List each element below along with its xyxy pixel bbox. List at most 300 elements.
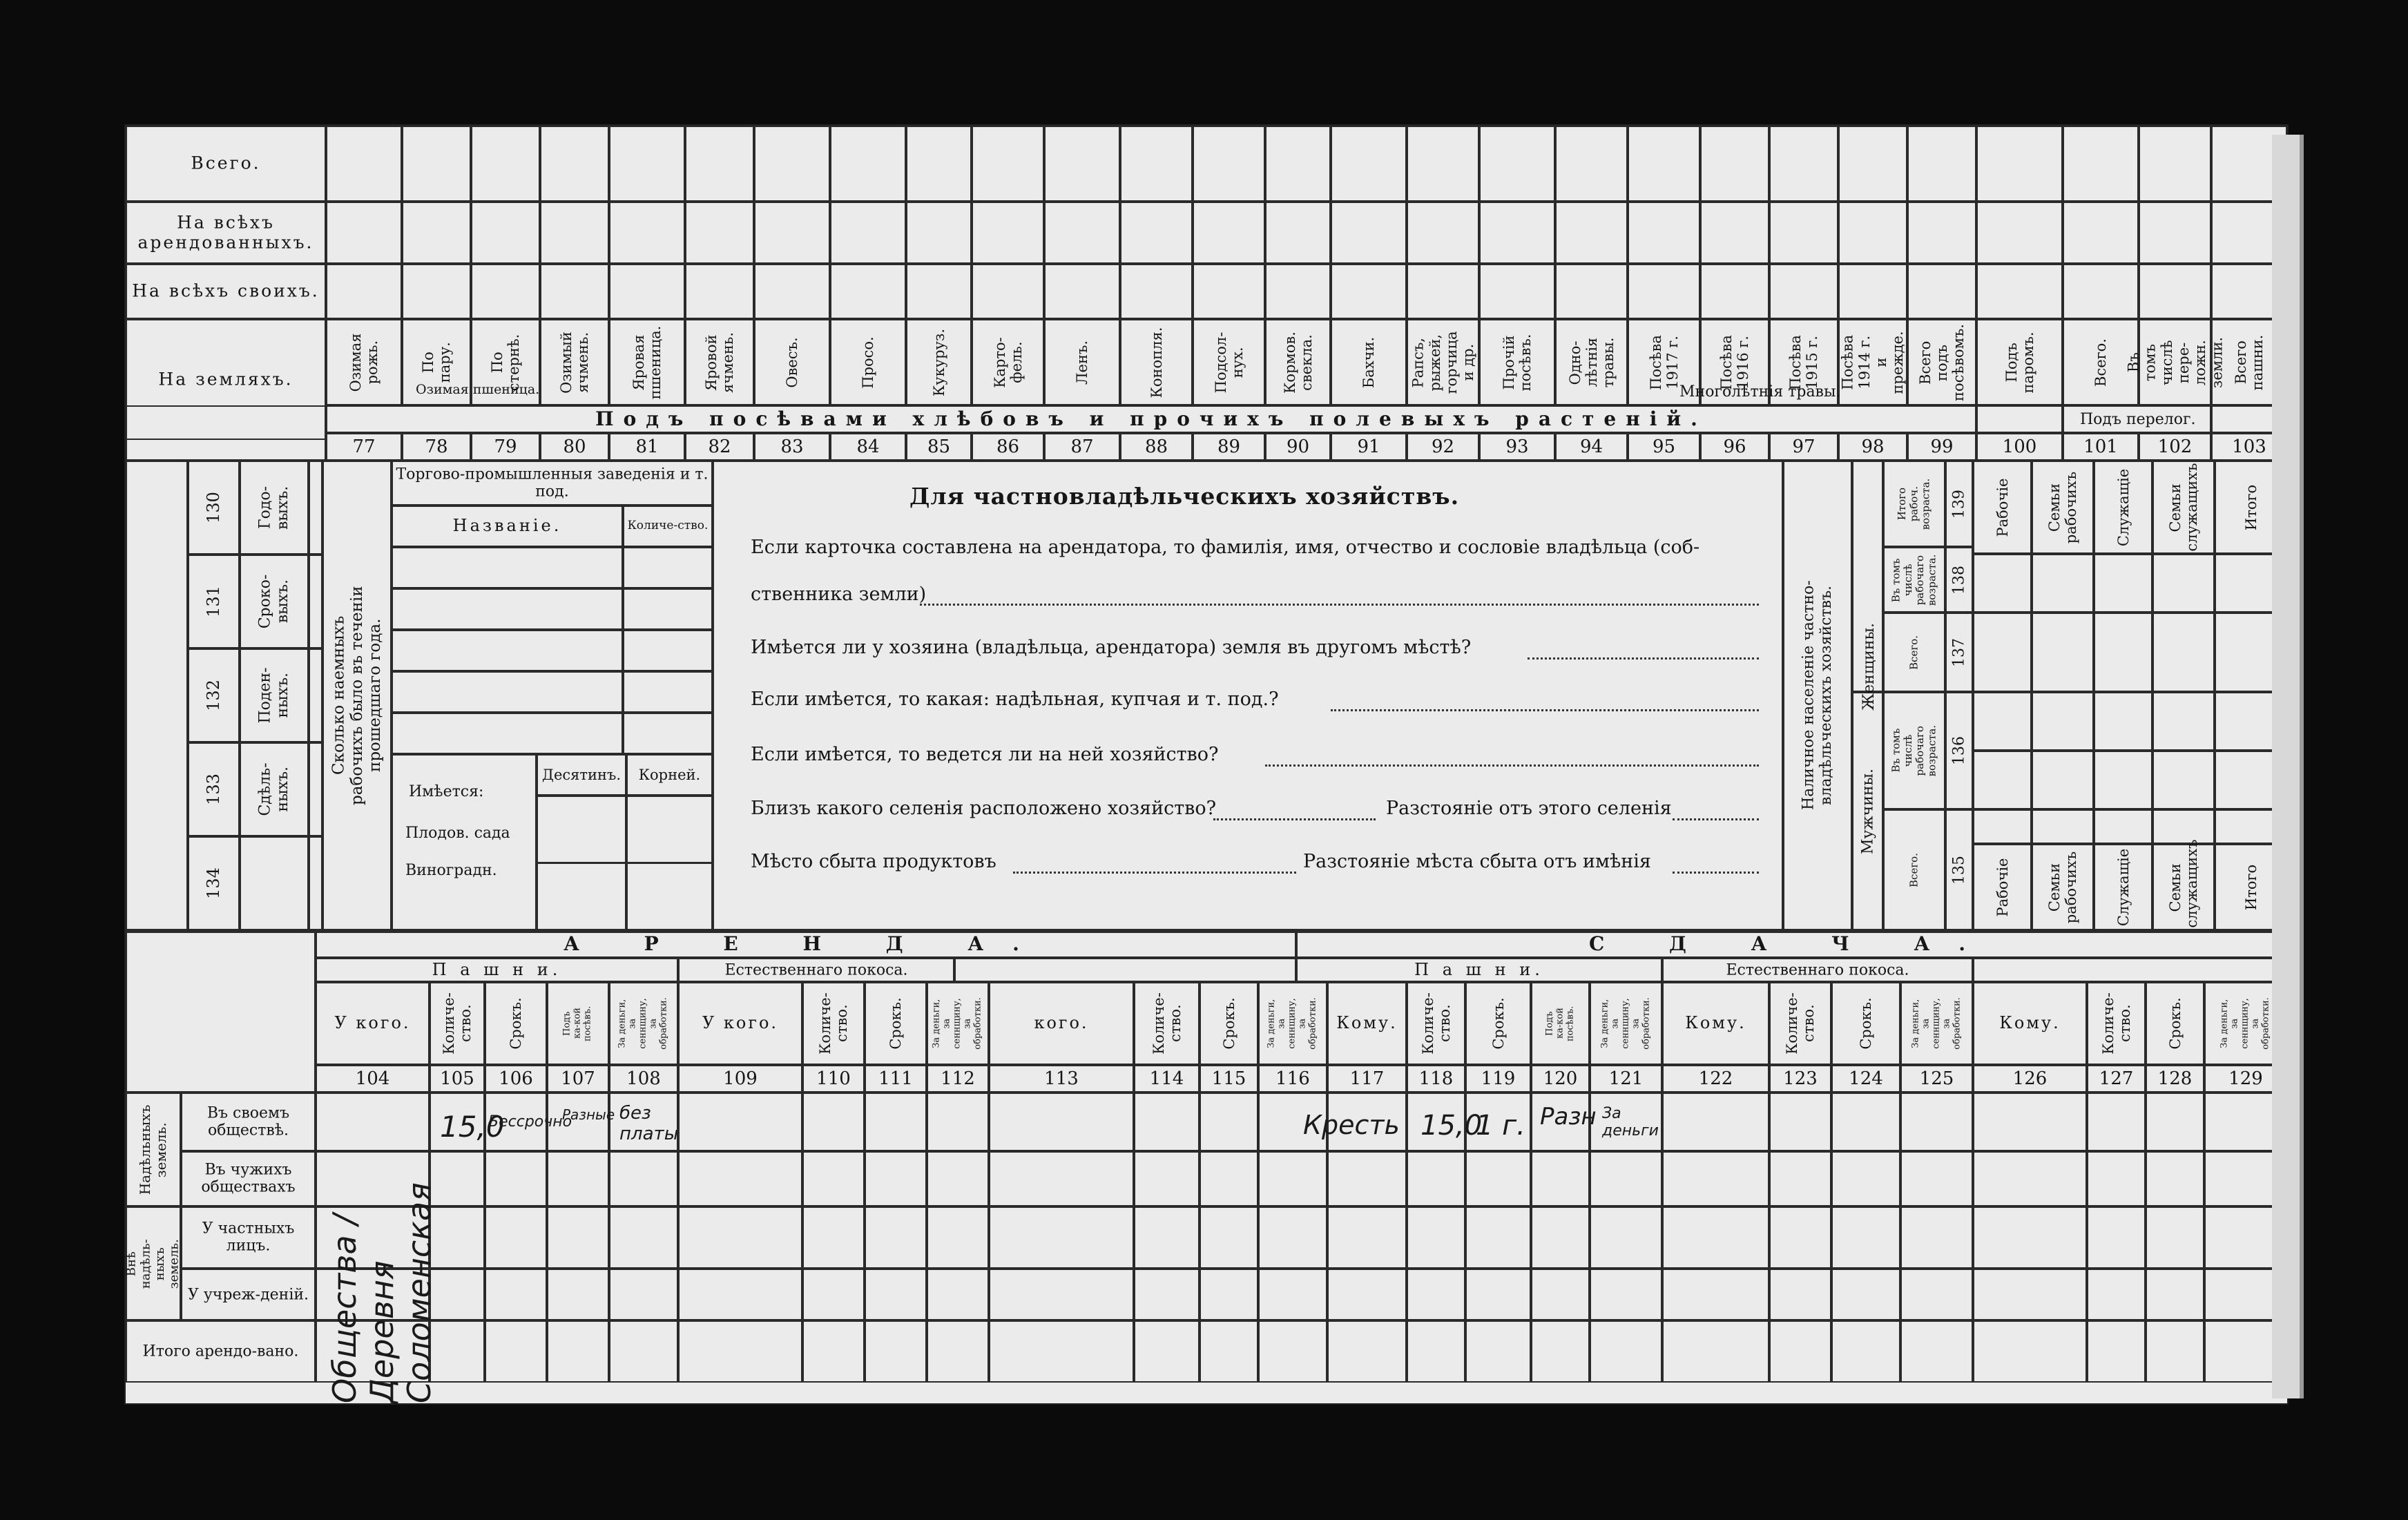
lease-cell-r4-c9[interactable] (989, 1320, 1134, 1383)
crop-cell-r0-c1[interactable] (402, 126, 471, 202)
pop-cell-r3-c3[interactable] (2152, 751, 2215, 809)
lease-cell-r3-c13[interactable] (1327, 1269, 1407, 1320)
desyatin-row-1[interactable] (537, 863, 626, 930)
lease-cell-r3-c8[interactable] (927, 1269, 989, 1320)
crop-number-9-label: 86 (996, 436, 1020, 457)
lease-cell-r2-c14[interactable] (1407, 1206, 1465, 1269)
lease-cell-r2-c9[interactable] (989, 1206, 1134, 1269)
crop-cell-r1-c10[interactable] (1044, 202, 1120, 264)
crop-number-16-label: 93 (1505, 436, 1529, 457)
lease-cell-r1-c7[interactable] (865, 1151, 927, 1206)
lease-cell-r0-c22[interactable] (1973, 1093, 2087, 1151)
worker-type-1 (240, 555, 309, 648)
lease-cell-r3-c5[interactable] (678, 1269, 802, 1320)
pop-cell-r4-c2[interactable] (2094, 809, 2152, 844)
lease-cell-r1-c21[interactable] (1900, 1151, 1973, 1206)
lease-cell-r3-c9[interactable] (989, 1269, 1134, 1320)
lease-cell-r3-c11[interactable] (1200, 1269, 1258, 1320)
pop-cell-r1-c1[interactable] (2032, 613, 2094, 692)
lease-cell-r2-c22[interactable] (1973, 1206, 2087, 1269)
lease-cell-r2-c15[interactable] (1465, 1206, 1531, 1269)
worker-type-3 (240, 742, 309, 836)
trade-qty-row-0[interactable] (623, 547, 713, 588)
crop-header-4-label: Яровая пшеница. (630, 325, 664, 399)
crop-cell-r1-c3[interactable] (540, 202, 609, 264)
lease-header-23 (2087, 982, 2146, 1065)
lease-cell-r0-c10[interactable] (1134, 1093, 1200, 1151)
lease-header-14 (1407, 982, 1465, 1065)
lease-cell-r0-c20[interactable] (1831, 1093, 1900, 1151)
lease-cell-r0-c6[interactable] (802, 1093, 865, 1151)
crop-cell-r0-c11[interactable] (1120, 126, 1193, 202)
lease-cell-r4-c23[interactable] (2087, 1320, 2146, 1383)
lease-cell-r3-c7[interactable] (865, 1269, 927, 1320)
lease-cell-r1-c18[interactable] (1662, 1151, 1769, 1206)
worker-type-0-label: Годо-выхъ. (256, 485, 291, 530)
lease-cell-r2-c12[interactable] (1258, 1206, 1327, 1269)
korney-row-0[interactable] (626, 796, 713, 863)
crop-cell-r1-c14[interactable] (1331, 202, 1407, 264)
lease-cell-r4-c19[interactable] (1769, 1320, 1831, 1383)
pop-cell-r0-c1[interactable] (2032, 554, 2094, 613)
lease-cell-r3-c18[interactable] (1662, 1269, 1769, 1320)
lease-cell-r4-c17[interactable] (1590, 1320, 1662, 1383)
lease-cell-r0-c18[interactable] (1662, 1093, 1769, 1151)
lease-number-16-label: 120 (1543, 1068, 1578, 1089)
lease-cell-r0-c24[interactable] (2146, 1093, 2204, 1151)
lease-cell-r2-c17[interactable] (1590, 1206, 1662, 1269)
crop-cell-r1-c13[interactable] (1265, 202, 1331, 264)
worker-type-1-label: Сроко-выхъ. (256, 574, 291, 629)
lease-cell-r3-c21[interactable] (1900, 1269, 1973, 1320)
crop-cell-r0-c15[interactable] (1407, 126, 1479, 202)
pop-cell-r2-c3[interactable] (2152, 692, 2215, 751)
crop-cell-r2-c9[interactable] (972, 264, 1044, 319)
crop-cell-r2-c15[interactable] (1407, 264, 1479, 319)
lease-cell-r2-c10[interactable] (1134, 1206, 1200, 1269)
lease-cell-r1-c13[interactable] (1327, 1151, 1407, 1206)
lease-cell-r1-c6[interactable] (802, 1151, 865, 1206)
pop-cell-r1-c3[interactable] (2152, 613, 2215, 692)
crop-cell-r2-c24[interactable] (2063, 264, 2139, 319)
crop-number-24 (2063, 433, 2139, 461)
private-q3: Если имѣется, то какая: надѣльная, купчая и т. под.? (751, 689, 1279, 710)
arenda-pashni-label: П а ш н и. (432, 959, 562, 979)
crop-cell-r0-c24[interactable] (2063, 126, 2139, 202)
lease-cell-r3-c15[interactable] (1465, 1269, 1531, 1320)
pop-cell-r1-c0[interactable] (1973, 613, 2032, 692)
crop-cell-r2-c8[interactable] (906, 264, 972, 319)
lease-cell-r1-c4[interactable] (609, 1151, 678, 1206)
lease-cell-r2-c5[interactable] (678, 1206, 802, 1269)
lease-cell-r3-c2[interactable] (485, 1269, 547, 1320)
lease-number-12-label: 116 (1275, 1068, 1310, 1089)
pop-sub-2-label: Всего. (1907, 635, 1920, 670)
crop-cell-r2-c14[interactable] (1331, 264, 1407, 319)
crop-header-18-label: Посѣва 1917 г. (1647, 334, 1681, 390)
lease-cell-r2-c19[interactable] (1769, 1206, 1831, 1269)
crop-cell-r2-c5[interactable] (685, 264, 754, 319)
crop-cell-r1-c4[interactable] (609, 202, 685, 264)
lease-cell-r1-c14[interactable] (1407, 1151, 1465, 1206)
lease-cell-r2-c2[interactable] (485, 1206, 547, 1269)
lease-cell-r1-c23[interactable] (2087, 1151, 2146, 1206)
lease-number-15-label: 119 (1481, 1068, 1516, 1089)
lease-cell-r3-c4[interactable] (609, 1269, 678, 1320)
crop-number-23 (1976, 433, 2063, 461)
crop-cell-r2-c7[interactable] (830, 264, 906, 319)
crop-cell-r2-c11[interactable] (1120, 264, 1193, 319)
lease-number-8 (927, 1065, 989, 1093)
lease-cell-r4-c12[interactable] (1258, 1320, 1327, 1383)
orchard-vinogr: Виноградн. (405, 862, 497, 879)
lease-cell-r2-c21[interactable] (1900, 1206, 1973, 1269)
lease-cell-r4-c20[interactable] (1831, 1320, 1900, 1383)
lease-header-12 (1258, 982, 1327, 1065)
lease-cell-r1-c19[interactable] (1769, 1151, 1831, 1206)
lease-cell-r1-c22[interactable] (1973, 1151, 2087, 1206)
lease-header-22-label: Кому. (1999, 1013, 2061, 1033)
trade-qty-row-1[interactable] (623, 588, 713, 630)
crop-cell-r0-c2[interactable] (471, 126, 540, 202)
lease-cell-r4-c4[interactable] (609, 1320, 678, 1383)
lease-cell-r3-c14[interactable] (1407, 1269, 1465, 1320)
pop-cell-r4-c3[interactable] (2152, 809, 2215, 844)
lease-cell-r3-c23[interactable] (2087, 1269, 2146, 1320)
crop-cell-r0-c21[interactable] (1838, 126, 1907, 202)
lease-cell-r1-c20[interactable] (1831, 1151, 1900, 1206)
lease-number-2 (485, 1065, 547, 1093)
lease-cell-r4-c11[interactable] (1200, 1320, 1258, 1383)
korney-row-1[interactable] (626, 863, 713, 930)
pop-cell-r2-c1[interactable] (2032, 692, 2094, 751)
crop-cell-r0-c4[interactable] (609, 126, 685, 202)
pop-cell-r4-c1[interactable] (2032, 809, 2094, 844)
lease-cell-r3-c22[interactable] (1973, 1269, 2087, 1320)
crop-cell-r2-c17[interactable] (1555, 264, 1628, 319)
crop-cell-r0-c10[interactable] (1044, 126, 1120, 202)
crop-cell-r2-c1[interactable] (402, 264, 471, 319)
crop-header-14 (1331, 319, 1407, 405)
orchard-plodov: Плодов. сада (405, 825, 510, 842)
crop-cell-r0-c23[interactable] (1976, 126, 2063, 202)
pop-cell-r2-c2[interactable] (2094, 692, 2152, 751)
crop-header-23 (1976, 319, 2063, 405)
lease-cell-r0-c19[interactable] (1769, 1093, 1831, 1151)
lease-cell-r1-c16[interactable] (1531, 1151, 1590, 1206)
lease-header-15-label: Срокъ. (1490, 997, 1507, 1050)
lease-cell-r3-c16[interactable] (1531, 1269, 1590, 1320)
lease-cell-r4-c16[interactable] (1531, 1320, 1590, 1383)
lease-cell-r4-c3[interactable] (547, 1320, 609, 1383)
crop-cell-r1-c15[interactable] (1407, 202, 1479, 264)
lease-cell-r2-c3[interactable] (547, 1206, 609, 1269)
crop-cell-r0-c14[interactable] (1331, 126, 1407, 202)
crop-cell-r2-c18[interactable] (1628, 264, 1700, 319)
desyatin-header (537, 754, 626, 796)
lease-cell-r3-c6[interactable] (802, 1269, 865, 1320)
crop-cell-r0-c9[interactable] (972, 126, 1044, 202)
lease-cell-r4-c21[interactable] (1900, 1320, 1973, 1383)
crop-header-9 (972, 319, 1044, 405)
crop-cell-r1-c24[interactable] (2063, 202, 2139, 264)
crop-header-12 (1193, 319, 1265, 405)
worker-fill-4[interactable] (309, 836, 322, 930)
orchard-has: Имѣется: (409, 783, 484, 800)
arenda-title-label: А Р Е Н Д А. (564, 932, 1048, 955)
lease-cell-r1-c2[interactable] (485, 1151, 547, 1206)
lease-cell-r0-c5[interactable] (678, 1093, 802, 1151)
lease-number-3-label: 107 (561, 1068, 595, 1089)
lease-cell-r2-c4[interactable] (609, 1206, 678, 1269)
pop-cell-r2-c0[interactable] (1973, 692, 2032, 751)
pop-cell-r0-c3[interactable] (2152, 554, 2215, 613)
crop-header-17 (1555, 319, 1628, 405)
lease-cell-r4-c15[interactable] (1465, 1320, 1531, 1383)
sdacha-blank (1973, 958, 2287, 982)
lease-cell-r3-c20[interactable] (1831, 1269, 1900, 1320)
lease-number-18-label: 122 (1698, 1068, 1733, 1089)
crop-cell-r1-c22[interactable] (1907, 202, 1976, 264)
crop-cell-r0-c6[interactable] (754, 126, 830, 202)
crop-number-14-label: 91 (1357, 436, 1380, 457)
crop-header-7-label: Просо. (859, 336, 876, 389)
trade-qty-row-4[interactable] (623, 713, 713, 754)
crop-cell-r2-c20[interactable] (1769, 264, 1838, 319)
lease-cell-r0-c9[interactable] (989, 1093, 1134, 1151)
crop-cell-r0-c22[interactable] (1907, 126, 1976, 202)
worker-fill-2[interactable] (309, 648, 322, 742)
crop-cell-r1-c23[interactable] (1976, 202, 2063, 264)
lease-cell-r1-c17[interactable] (1590, 1151, 1662, 1206)
lease-cell-r0-c21[interactable] (1900, 1093, 1973, 1151)
crop-header-25-label: Въ томъ числѣ пере-ложн. земли. (2125, 336, 2225, 388)
lease-cell-r4-c22[interactable] (1973, 1320, 2087, 1383)
pop-col-foot-0-label: Рабочіе (1994, 858, 2011, 916)
trade-name-row-4[interactable] (392, 713, 623, 754)
crop-cell-r1-c12[interactable] (1193, 202, 1265, 264)
crop-cell-r0-c16[interactable] (1479, 126, 1555, 202)
worker-fill-3[interactable] (309, 742, 322, 836)
lease-number-8-label: 112 (941, 1068, 975, 1089)
crop-cell-r1-c19[interactable] (1700, 202, 1769, 264)
lease-cell-r4-c2[interactable] (485, 1320, 547, 1383)
hand-srok-106: Бессрочно (488, 1113, 572, 1131)
desyatin-row-0[interactable] (537, 796, 626, 863)
crop-cell-r1-c1[interactable] (402, 202, 471, 264)
pop-cell-r3-c2[interactable] (2094, 751, 2152, 809)
crop-number-16 (1479, 433, 1555, 461)
crop-cell-r0-c7[interactable] (830, 126, 906, 202)
lease-cell-r3-c12[interactable] (1258, 1269, 1327, 1320)
crop-cell-r0-c13[interactable] (1265, 126, 1331, 202)
lease-cell-r1-c3[interactable] (547, 1151, 609, 1206)
lease-cell-r0-c11[interactable] (1200, 1093, 1258, 1151)
crop-cell-r2-c25[interactable] (2139, 264, 2211, 319)
lease-number-0 (316, 1065, 430, 1093)
hand-srok-119: 1 г. (1476, 1110, 1525, 1142)
crop-cell-r1-c21[interactable] (1838, 202, 1907, 264)
pop-col-foot-4-label: Итого (2242, 864, 2260, 910)
lease-cell-r2-c8[interactable] (927, 1206, 989, 1269)
worker-number-2 (188, 648, 240, 742)
crop-cell-r2-c10[interactable] (1044, 264, 1120, 319)
crop-cell-r1-c16[interactable] (1479, 202, 1555, 264)
crop-cell-r1-c6[interactable] (754, 202, 830, 264)
lease-cell-r1-c15[interactable] (1465, 1151, 1531, 1206)
pop-col-foot-0 (1973, 844, 2032, 930)
trade-name-row-0[interactable] (392, 547, 623, 588)
lease-header-20 (1831, 982, 1900, 1065)
desyatin-header-label: Десятинъ. (541, 766, 622, 783)
crop-cell-r2-c2[interactable] (471, 264, 540, 319)
worker-fill-0[interactable] (309, 461, 322, 555)
crop-cell-r0-c8[interactable] (906, 126, 972, 202)
crop-cell-r0-c18[interactable] (1628, 126, 1700, 202)
lease-cell-r1-c24[interactable] (2146, 1151, 2204, 1206)
crop-cell-r1-c17[interactable] (1555, 202, 1628, 264)
lease-cell-r3-c3[interactable] (547, 1269, 609, 1320)
lease-cell-r3-c19[interactable] (1769, 1269, 1831, 1320)
crop-number-11 (1120, 433, 1193, 461)
crop-cell-r1-c11[interactable] (1120, 202, 1193, 264)
trade-name-row-2[interactable] (392, 630, 623, 671)
lease-cell-r4-c10[interactable] (1134, 1320, 1200, 1383)
worker-fill-1[interactable] (309, 555, 322, 648)
lease-cell-r2-c24[interactable] (2146, 1206, 2204, 1269)
lease-cell-r1-c8[interactable] (927, 1151, 989, 1206)
trade-qty-row-3[interactable] (623, 671, 713, 713)
crop-cell-r1-c18[interactable] (1628, 202, 1700, 264)
lease-cell-r1-c10[interactable] (1134, 1151, 1200, 1206)
pop-num-2 (1945, 613, 1973, 692)
crop-cell-r1-c25[interactable] (2139, 202, 2211, 264)
crop-cell-r0-c17[interactable] (1555, 126, 1628, 202)
crop-cell-r1-c5[interactable] (685, 202, 754, 264)
lease-cell-r0-c23[interactable] (2087, 1093, 2146, 1151)
crop-cell-r2-c4[interactable] (609, 264, 685, 319)
crop-cell-r2-c13[interactable] (1265, 264, 1331, 319)
hand-komu-117: Кресть (1303, 1110, 1400, 1140)
pop-cell-r3-c0[interactable] (1973, 751, 2032, 809)
crop-cell-r1-c2[interactable] (471, 202, 540, 264)
crop-cell-r2-c6[interactable] (754, 264, 830, 319)
lease-header-20-label: Срокъ. (1857, 997, 1874, 1050)
trade-name-row-1[interactable] (392, 588, 623, 630)
crop-cell-r1-c20[interactable] (1769, 202, 1838, 264)
crop-cell-r2-c3[interactable] (540, 264, 609, 319)
pop-cell-r1-c2[interactable] (2094, 613, 2152, 692)
pop-cell-r3-c1[interactable] (2032, 751, 2094, 809)
lease-cell-r1-c12[interactable] (1258, 1151, 1327, 1206)
lease-cell-r2-c23[interactable] (2087, 1206, 2146, 1269)
crop-cell-r1-c7[interactable] (830, 202, 906, 264)
arenda-pokos-label: Естественнаго покоса. (724, 961, 908, 979)
crop-cell-r0-c12[interactable] (1193, 126, 1265, 202)
lease-cell-r2-c7[interactable] (865, 1206, 927, 1269)
lease-cell-r0-c7[interactable] (865, 1093, 927, 1151)
hand-posev-120: Разн (1540, 1103, 1597, 1131)
crop-cell-r0-c20[interactable] (1769, 126, 1838, 202)
lease-cell-r4-c5[interactable] (678, 1320, 802, 1383)
lease-cell-r3-c17[interactable] (1590, 1269, 1662, 1320)
crop-cell-r0-c19[interactable] (1700, 126, 1769, 202)
lease-cell-r4-c13[interactable] (1327, 1320, 1407, 1383)
private-q3-answer (1331, 709, 1759, 711)
census-card (124, 124, 2289, 1405)
crop-number-1 (402, 433, 471, 461)
lease-header-6 (802, 982, 865, 1065)
pop-col-head-3-label: Семьи служащихъ (2166, 462, 2200, 551)
crop-cell-r1-c0[interactable] (326, 202, 402, 264)
lease-cell-r4-c8[interactable] (927, 1320, 989, 1383)
pop-cell-r4-c0[interactable] (1973, 809, 2032, 844)
crop-number-19-label: 96 (1723, 436, 1746, 457)
lease-cell-r4-c24[interactable] (2146, 1320, 2204, 1383)
workers-spacer (126, 461, 188, 930)
crop-number-8-label: 85 (927, 436, 951, 457)
lease-cell-r3-c24[interactable] (2146, 1269, 2204, 1320)
lease-cell-r0-c8[interactable] (927, 1093, 989, 1151)
crop-cell-r2-c12[interactable] (1193, 264, 1265, 319)
crop-cell-r2-c22[interactable] (1907, 264, 1976, 319)
trade-name-row-3[interactable] (392, 671, 623, 713)
crop-cell-r2-c0[interactable] (326, 264, 402, 319)
lease-cell-r2-c16[interactable] (1531, 1206, 1590, 1269)
crop-header-15 (1407, 319, 1479, 405)
crop-header-16-label: Прочій посѣвъ. (1500, 334, 1534, 391)
crop-cell-r0-c3[interactable] (540, 126, 609, 202)
crop-number-18-label: 95 (1652, 436, 1676, 457)
crop-number-12 (1193, 433, 1265, 461)
crop-cell-r2-c19[interactable] (1700, 264, 1769, 319)
lease-cell-r4-c7[interactable] (865, 1320, 927, 1383)
lease-cell-r4-c14[interactable] (1407, 1320, 1465, 1383)
crop-number-12-label: 89 (1217, 436, 1241, 457)
pop-cell-r0-c0[interactable] (1973, 554, 2032, 613)
lease-number-14-label: 118 (1418, 1068, 1454, 1089)
lease-cell-r1-c5[interactable] (678, 1151, 802, 1206)
crop-cell-r0-c0[interactable] (326, 126, 402, 202)
u-chastnyh-label (181, 1206, 316, 1269)
lease-header-17 (1590, 982, 1662, 1065)
crop-cell-r2-c23[interactable] (1976, 264, 2063, 319)
lease-cell-r1-c11[interactable] (1200, 1151, 1258, 1206)
crop-cell-r0-c5[interactable] (685, 126, 754, 202)
crop-number-11-label: 88 (1144, 436, 1168, 457)
crop-cell-r0-c25[interactable] (2139, 126, 2211, 202)
crop-cell-r2-c16[interactable] (1479, 264, 1555, 319)
lease-cell-r3-c10[interactable] (1134, 1269, 1200, 1320)
lease-cell-r1-c9[interactable] (989, 1151, 1134, 1206)
lease-cell-r4-c18[interactable] (1662, 1320, 1769, 1383)
trade-qty-row-2[interactable] (623, 630, 713, 671)
lease-cell-r2-c6[interactable] (802, 1206, 865, 1269)
lease-cell-r2-c20[interactable] (1831, 1206, 1900, 1269)
lease-cell-r4-c6[interactable] (802, 1320, 865, 1383)
lease-cell-r2-c13[interactable] (1327, 1206, 1407, 1269)
lease-cell-r2-c18[interactable] (1662, 1206, 1769, 1269)
lease-cell-r2-c11[interactable] (1200, 1206, 1258, 1269)
private-q2-answer (1528, 657, 1759, 660)
korney-header (626, 754, 713, 796)
lease-number-24-label: 128 (2157, 1068, 2193, 1089)
crop-cell-r1-c8[interactable] (906, 202, 972, 264)
crop-cell-r1-c9[interactable] (972, 202, 1044, 264)
itogo-label (126, 1320, 316, 1383)
pop-cell-r0-c2[interactable] (2094, 554, 2152, 613)
crop-cell-r2-c21[interactable] (1838, 264, 1907, 319)
